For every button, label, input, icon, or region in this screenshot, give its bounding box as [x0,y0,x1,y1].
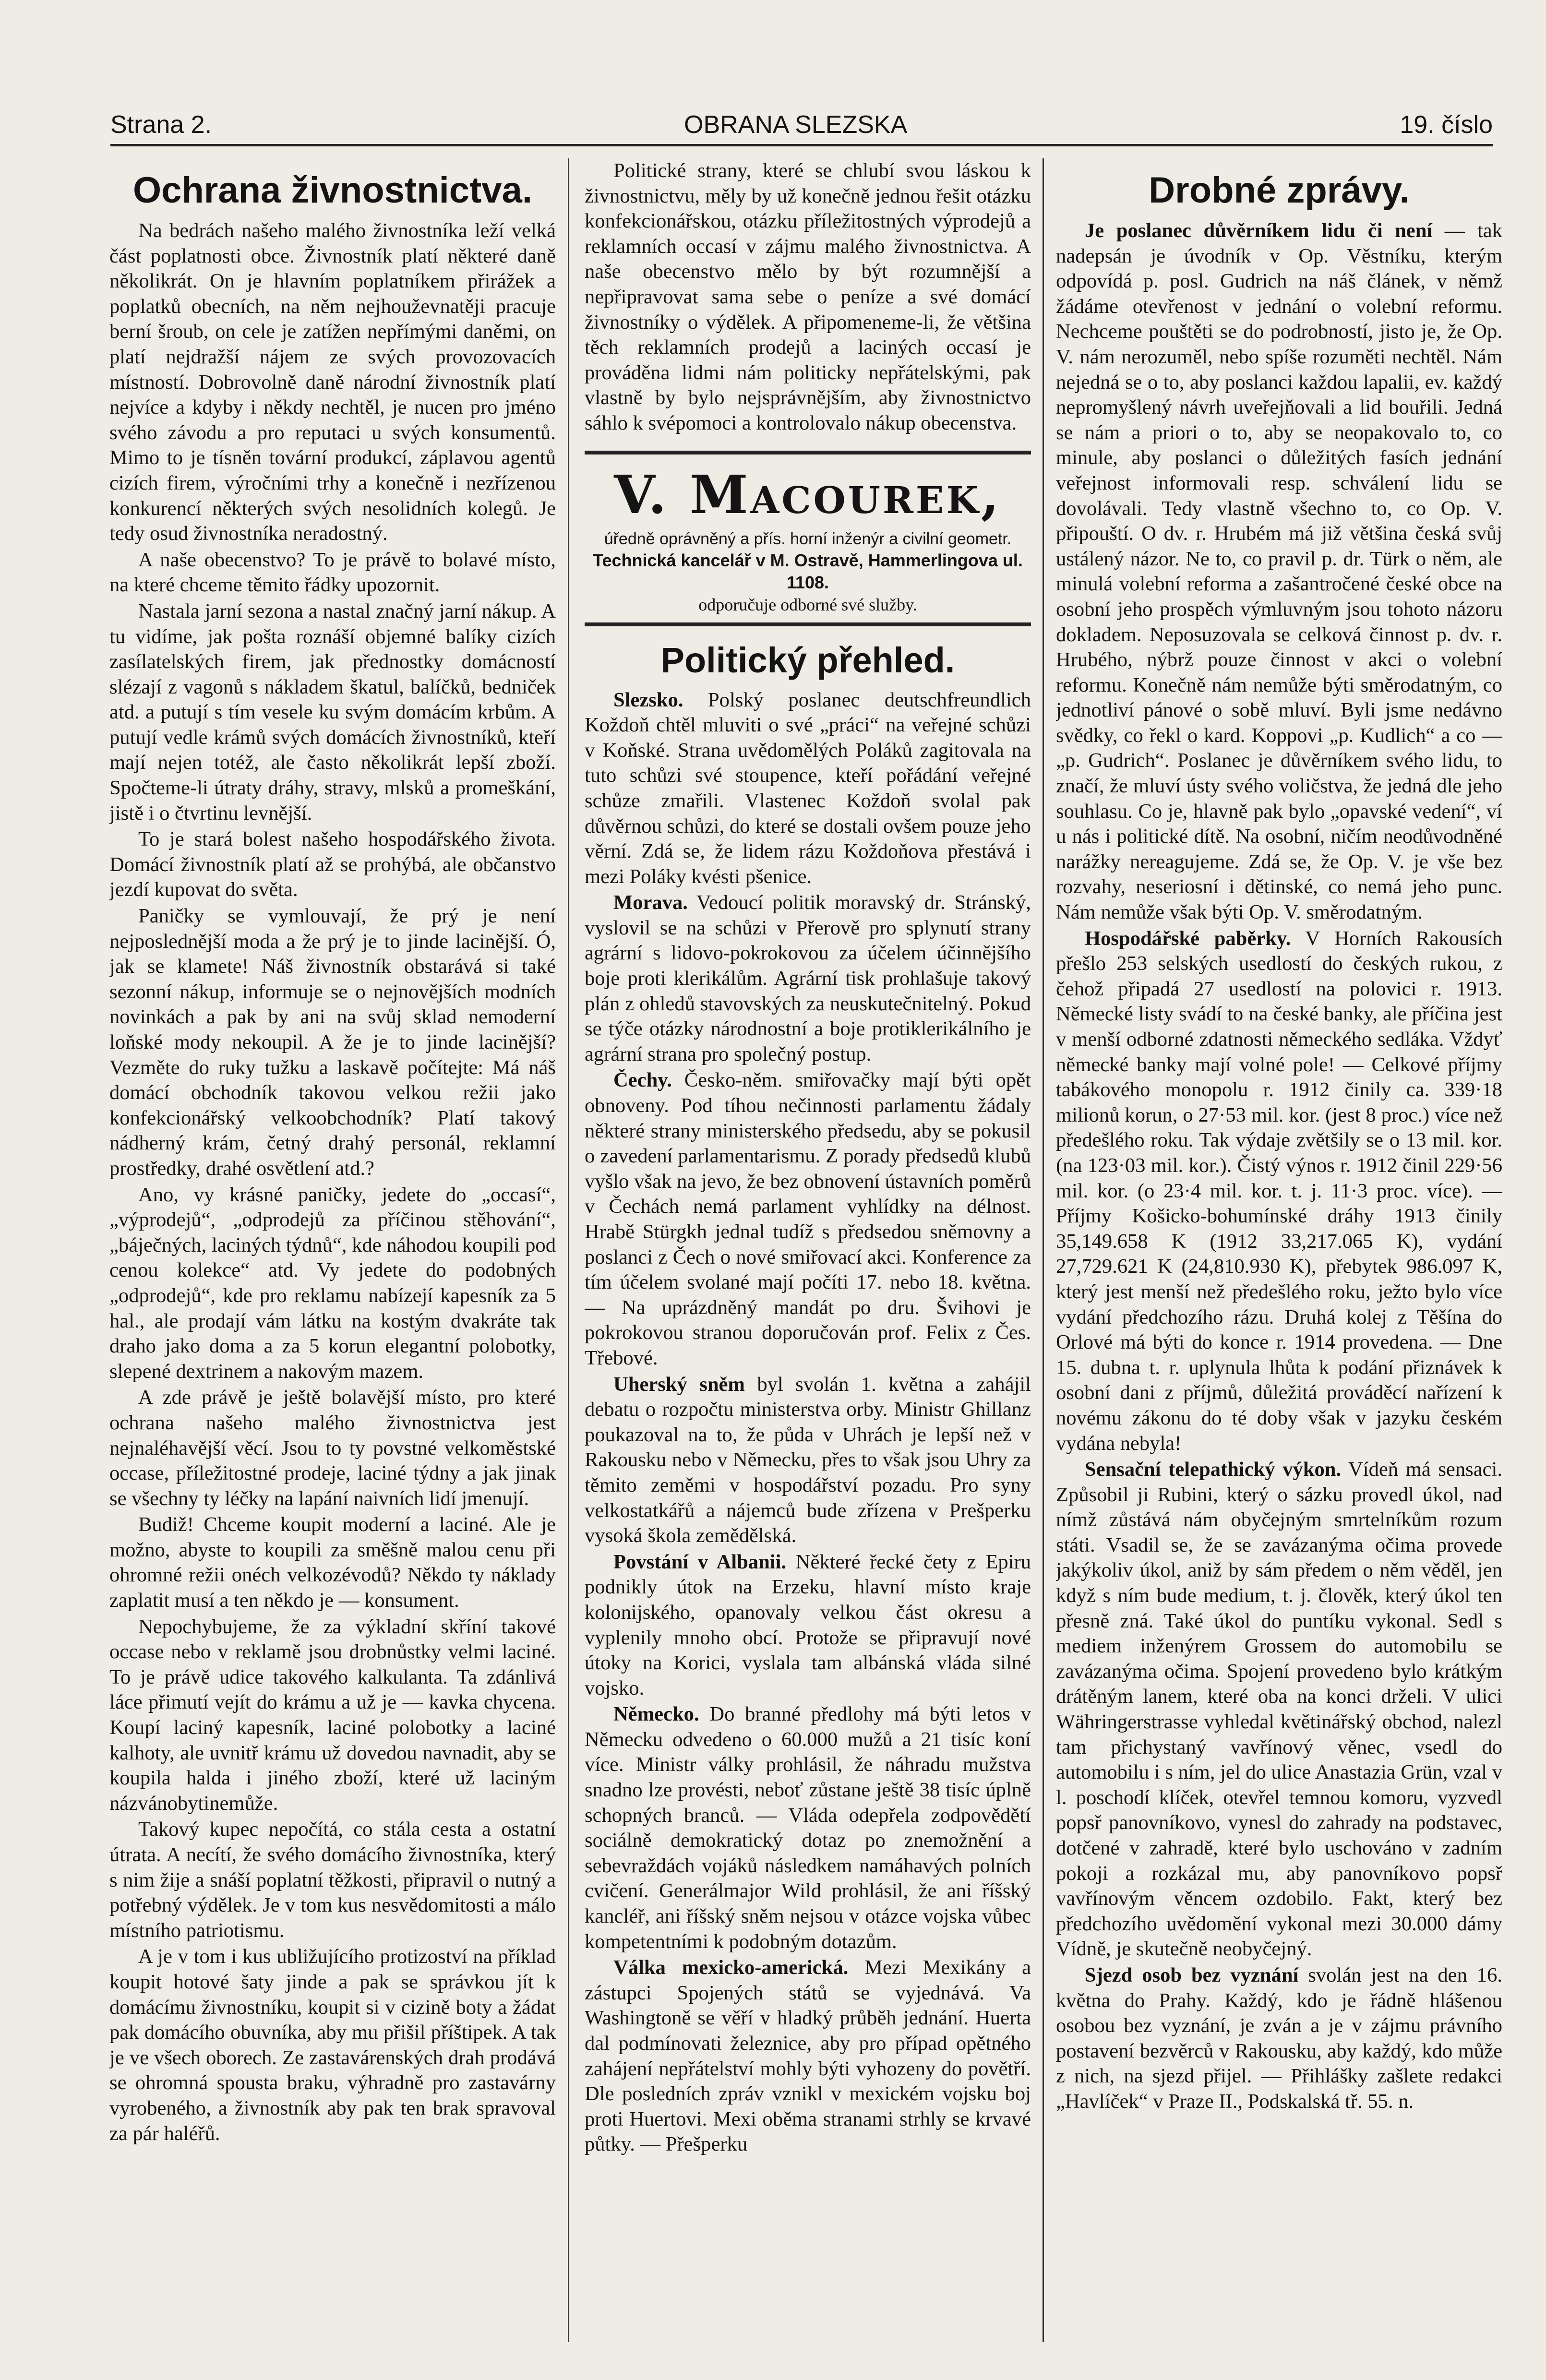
article-paragraph: To je stará bolest našeho hospodářského života. Domácí živnostník platí až se prohýbá, ale občanstvo jezdí kupovat do světa. [109,828,556,901]
news-lead: Povstání v Albanii. [613,1550,787,1573]
article-paragraph: Takový kupec nepočítá, co stála cesta a ostatní útrata. A necítí, že svého domácího živnostníka, který s nim žije a snáší poplatní těžkosti, připravil o nutný a potřebný výdělek. Je v tom kus nesvědomitosti a málo místního patriotismu. [109,1818,556,1942]
section-heading: Politický přehled. [660,640,955,680]
news-text: Polský poslanec deutschfreundlich Koždoň chtěl mluviti o své „práci“ na veřejné schůzi v Koňské. Strana uvědomělých Poláků zagitovala na tuto schůzi své stoupence, kteří pořádání veřejné schůze zmařili. Vlastenec Koždoň svolal pak důvěrnou schůzi, do které se dostali ovšem pouze jeho věrní. Zdá se, že lidem rázu Koždoňova přestává i mezi Poláky kvésti pšenice. [585,688,1031,888]
news-item [1056,1963,1502,2115]
ad-name: V. Macourek, [614,463,1002,526]
column-divider [568,158,569,2342]
news-item [1056,926,1502,1456]
article-paragraph: Politické strany, které se chlubí svou láskou k živnostnictvu, měly by už konečně jednou řešit otázku konfekcionářskou, otázku příležitostných výprodejů a reklamních occasí v zájmu malého živnostnictva. A naše obecenstvo mělo by být rozumnější a nepřipravovat sama sebe o peníze a své domácí živnostníky o výdělek. A připomeneme-li, že většina těch reklamních prodejů a laciných occasí je prováděna lidmi nám politicky nepřátelskými, pak vlastně by bylo nejsprávnějším, aby živnostnictvo sáhlo k svépomoci a kontrolovalo nákup obecenstva. [585,159,1031,434]
news-item [585,688,1031,890]
article-paragraph: Paničky se vymlouvají, že prý je není nejposlednější moda a že prý je to jinde lacinější. Ó, jak se klamete! Náš živnostník obstarává si také sezonní nákup, informuje se o nejnovějších modních novinkách a pak by ani na svůj sklad nemoderní loňské mody nekoupil. A že je to jinde lacinější? Vezměte do ruky tužku a laskavě počítejte: Má náš domácí obchodník takovou velkou režii jako konfekcionářský velkoobchodník? Platí takový nádherný krám, četný drahý personál, reklamní prostředky, drahé osvětlení atd.? [109,905,556,1180]
news-lead: Hospodářské paběrky. [1085,927,1291,950]
news-item [1056,1457,1502,1962]
article-heading: Ochrana živnostnictva. [132,170,533,211]
news-lead: Sjezd osob bez vyznání [1085,1963,1299,1986]
news-item [585,890,1031,1067]
news-lead: Uherský sněm [613,1373,745,1396]
column-3 [1056,158,1502,2342]
news-lead: Německo. [613,1703,699,1726]
column-1 [109,158,556,2342]
ad-line: úředně oprávněný a přís. horní inženýr a civilní geometr. [604,529,1012,548]
article-paragraph: Budiž! Chceme koupit moderní a laciné. Ale je možno, abyste to koupili za směšně malou cenu při ohromné režii onéch velkozévodů? Někdo ty náklady zaplatit musí a ten někdo je — konsument. [109,1513,556,1612]
ad-line: Technická kancelář v M. Ostravě, Hammerlingova ul. 1108. [593,550,1023,592]
news-text: V Horních Rakousích přešlo 253 selských usedlostí do českých rukou, z čehož připadá 27 usedlostí na polovici r. 1913. Německé listy svádí to na české banky, ale příčina jest v menší odborné zdatnosti německého sedláka. Vždyť německé banky mají volné pole! — Celkové příjmy tabákového monopolu r. 1912 činily ca. 339·18 milionů korun, o 27·53 mil. kor. (jest 8 proc.) více než předešlého roku. Tak výdaje zvětšily se o 13 mil. kor. (na 123·03 mil. kor.). Čistý výnos r. 1912 činil 229·56 mil. kor. (o 23·4 mil. kor. t. j. 11·3 proc. více). — Příjmy Košicko-bohumínské dráhy 1913 činily 35,149.658 K (1912 33,217.065 K), vydání 27,729.621 K (24,810.930 K), přebytek 986.097 K, který jest menší než předešlého roku, ježto bylo více vydání předchozího rázu. Druhá kolej z Těšína do Orlové má býti do konce r. 1914 provedena. — Dne 15. dubna t. r. uplynula lhůta k podání přiznávek k osobní dani z příjmů, důležitá prováděcí nařízení k novému zákonu do té doby však v jazyku českém vydána nebyla! [1056,927,1502,1455]
news-text: Do branné předlohy má býti letos v Německu odvedeno o 60.000 mužů a 21 tisíc koní více. Ministr války prohlásil, že náhradu mužstva snadno lze provésti, neboť zůstane ještě 38 tisíc úplně schopných branců. — Vláda odepřela zodpovědětí sociálně demokratický dotaz po znemožnění a sebevraždách vojáků následkem namáhavých polních cvičení. Generálmajor Wild prohlásil, že ani říšský kancléř, ani říšský sněm nejsou v otázce vojska vůbec kompetentními k podobným dotazům. [585,1703,1031,1953]
column-divider [1043,158,1044,2342]
article-paragraph: Nepochybujeme, že za výkladní skříní takové occase nebo v reklamě jsou drobnůstky velmi laciné. To je právě udice takového kalkulanta. Ta zdánlivá láce přimutí vejít do krámu a už je — kavka chycena. Koupí laciný kapesník, laciné polobotky a laciné kalhoty, ale uvnitř krámu už dovedou navnadit, aby se koupila halda i jiného zboží, které už laciným názvánobytinemůže. [109,1615,556,1815]
news-item [1056,218,1502,925]
news-lead: Sensační telepathický výkon. [1085,1458,1342,1481]
news-text: Vídeň má sensaci. Způsobil ji Rubini, který o sázku provedl úkol, nad nímž zůstává nám obyčejným smrtelníkům rozum státi. Vsadil se, že se zavázanýma očima provede jakýkoliv úkol, aniž by sám předem o něm věděl, jen když s ním bude medium, t. j. člověk, který úkol ten přesně zná. Také úkol do puntíku vykonal. Sedl s mediem inženýrem Grossem do automobilu se zavázanýma očima. Spojení provedeno bylo krátkým drátěným lanem, které oba na konci drželi. V ulici Währingerstrasse vyhledal květinářský obchod, nalezl tam přichystaný vavřínový věnec, vsedl do automobilu i s ním, jel do ulice Anastazia Grün, vzal v l. poschodí klíček, otevřel temnou komoru, vyzvedl popsř panovníkovo, vynesl do zahrady na podstavec, dotčené v zahradě, které bylo uschováno v zadním pokoji a rozkázal mu, aby panovníkovo popsř vavřínovým věncem ozdobilo. Fakt, který bez předchozího uvědomění vykonal mezi 30.000 dámy Vídně, je skutečně neobyčejný. [1056,1458,1502,1961]
article-paragraph: Nastala jarní sezona a nastal značný jarní nákup. A tu vidíme, jak pošta roznáší objemné balíky cizích zasílatelských firem, jak přednostky domácností slézají z vagonů s nákladem škatul, balíčků, bedniček atd. a putují s tím vesele ku svým domácím krbům. A putují vedle krámů svých domácích živnostníků, kteří mají nejen totéž, ale často několikrát lepší zboží. Spočteme-li útraty dráhy, stravy, mlsků a promeškání, jistě i o čtvrtinu levnější. [109,599,556,825]
column-2 [585,158,1031,2342]
news-text: Vedoucí politik moravský dr. Stránský, vyslovil se na schůzi v Přerově pro splynutí strany agrární s lidovo-pokrokovou za účelem účinnějšího boje proti klerikálům. Agrární tisk prohlašuje takový plán z ohledů stavovských za neuskutečnitelný. Pokud se týče otázky národnostní a boje protiklerikálního je agrární strana pro společný postup. [585,891,1031,1065]
issue-number: 19. číslo [1400,111,1493,139]
news-item [585,1068,1031,1371]
news-lead: Morava. [613,891,688,914]
news-lead: Čechy. [613,1069,672,1092]
news-text: svolán jest na den 16. května do Prahy. Každý, kdo je řádně hlášenou osobou bez vyznání, je zván a je v zájmu právního postavení bezvěrců v Rakousku, aby každý, kdo může z nich, na sjezd přijel. — Přihlášky zašlete redakci „Havlíček“ v Praze II., Podskalská tř. 55. n. [1056,1963,1502,2113]
article-paragraph: Ano, vy krásné paničky, jedete do „occasí“, „výprodejů“, „odprodejů za příčinou stěhování“, „báječných, laciných týdnů“, kde náhodou koupili pod cenou kolekce“ atd. Vy jedete do podobných „odprodejů“, kde pro reklamu nabízejí kapesník za 5 hal., ale prodají vám látku na kostým dvakráte tak draho jako doma a za 5 korun elegantní polobotky, slepené dextrinem a nakovým mazem. [109,1183,556,1383]
news-text: byl svolán 1. května a zahájil debatu o rozpočtu ministerstva orby. Ministr Ghillanz poukazoval na to, že půda v Uhrách je lepší než v Rakousku nebo v Německu, přes to však jsou Uhry za těmito zeměmi v hospodářství pozadu. Pro syny velkostatkářů a nájemců bude zřízena v Prešperku vysoká škola zemědělská. [585,1373,1031,1547]
news-lead: Slezsko. [613,688,683,711]
ad-line: odporučuje odborné své služby. [698,595,917,614]
news-item [585,1955,1031,2157]
article-paragraph: Na bedrách našeho malého živnostníka leží velká část poplatnosti obce. Živnostník platí některé daně několikrát. On je hlavním poplatníkem přirážek a poplatků obecních, na něm nejhouževnatěji pracuje berní šroub, on cele je zatížen nepřímými daněmi, on platí nejdražší nájem ze svých provozovacích místností. Dobrovolně daně národní živnostník platí nejvíce a kdyby i někdy nechtěl, je nucen pro jméno svého závodu a pro reputaci u svých konsumentů. Mimo to je tísněn tovární produkcí, záplavou agentů cizích firem, výročními trhy a konečně i nezřízenou konkurencí některých svých nesolidních kolegů. Je tedy osud živnostníka neradostný. [109,219,556,545]
news-lead: Je poslanec důvěrníkem lidu či není [1085,219,1433,242]
newspaper-title: OBRANA SLEZSKA [684,111,908,139]
article-paragraph: A je v tom i kus ubližujícího protizoství na příklad koupit hotové šaty jinde a pak se správkou jít k domácímu živnostníku, koupit si v cizině boty a žádat pak domácího obuvníka, aby mu přišil příštipek. A tak je ve všech oborech. Ze zastavárenských drah prodává se ohromná spousta braku, výhradně pro zastavárny vyrobeného, a živnostník aby pak ten brak spravoval za pár haléřů. [109,1945,556,2145]
page-header [110,110,1493,146]
news-text: — tak nadepsán je úvodník v Op. Věstníku, kterým odpovídá p. posl. Gudrich na náš článek, v němž žádáme otevřenost v jednání o volební reformu. Nechceme pouštěti se do podrobností, jisto je, že Op. V. nám nerozuměl, nebo spíše rozuměti nechtěl. Nám nejedná se o to, aby poslanci každou lapalii, ev. každý nepromyšlený návrh uveřejňovali a lid bouřili. Jedná se nám a priori o to, aby se neopakovalo to, co minule, aby poslanci o důležitých fasích jednání veřejnost informovali resp. schválení lidu se dovolávali. Tedy vlastně všechno to, co Op. V. připouští. O dv. r. Hrubém má již většina česká svůj ustálený názor. Ne to, co pravil p. dr. Türk o něm, ale minulá volební reforma a zašantročené české obce na osobní jeho prospěch výmluvným jsou tohoto názoru dokladem. Neposuzovala se celková činnost p. dv. r. Hrubého, nýbrž pouze činnost v akci o volební reformu. Konečně nám nemůže býti směrodatným, co jednotliví pánové o sobě mluví. Byli jsme nedávno svědky, co řekl o kard. Koppovi „p. Kudlich“ a co — „p. Gudrich“. Poslanec je důvěrníkem svého lidu, to značí, že mluví ústy svého voličstva, že jedná dle jeho souhlasu. Co je, hlavně pak bylo „opavské vedení“, ví u nás i politické dítě. Na osobní, ničím neodůvodněné narážky nereagujeme. Zdá se, že Op. V. je vše bez rozvahy, neseriosní i dětinské, co nemá jeho punc. Nám nemůže však býti Op. V. směrodatným. [1056,219,1502,924]
news-text: Česko-něm. smiřovačky mají býti opět obnoveny. Pod tíhou nečinnosti parlamentu žádaly některé strany ministerského předsedu, aby se pokusil o zavedení parlamentarismu. Z porady předsedů klubů vyšlo však na jevo, že bez obnovení ústavních poměrů v Čechách nemá parlament vyhlídky na délnost. Hrabě Stürgkh jednal tudíž s předsedou sněmovny a poslanci z Čech o nové smiřovací akci. Konference za tím účelem svolané mají počíti 17. nebo 18. května. — Na uprázdněný mandát po dru. Švihovi je pokrokovou stranou doporučován prof. Felix z Čes. Třebové. [585,1069,1031,1369]
advertisement [585,451,1031,626]
news-text: Mezi Mexikány a zástupci Spojených států se vyjednává. Va Washingtoně se věří v hladký průběh jednání. Huerta dal podmínovati železnice, aby pro případ opětného zahájení nepřátelství mohly býti vyhozeny do povětří. Dle posledních zpráv vznikl v mexickém vojsku boj proti Huertovi. Mexi oběma stranami strhly se krvavé půtky. — Přešperku [585,1956,1031,2156]
section-heading: Drobné zprávy. [1149,170,1410,211]
news-item [585,1372,1031,1549]
page-number: Strana 2. [110,111,212,139]
news-item [585,1702,1031,1954]
article-paragraph: A naše obecenstvo? To je právě to bolavé místo, na které chceme těmito řádky upozornit. [109,548,556,597]
news-text: Některé řecké čety z Epiru podnikly útok na Erzeku, hlavní místo kraje kolonijského, opanovaly velkou část okresu a vyplenily mnoho obcí. Protože se připravují nové útoky na Korici, vyslala tam albánská vláda silné vojsko. [585,1550,1031,1699]
news-item [585,1550,1031,1701]
news-lead: Válka mexicko-americká. [613,1956,849,1979]
article-paragraph: A zde právě je ještě bolavější místo, pro které ochrana našeho malého živnostnictva jest nejnaléhavější věcí. Jsou to ty povstné velkoměstské occase, příležitostné prodeje, laciné týdny a jak jinak se všechny ty léčky na lapání naivních lidí jmenují. [109,1386,556,1510]
